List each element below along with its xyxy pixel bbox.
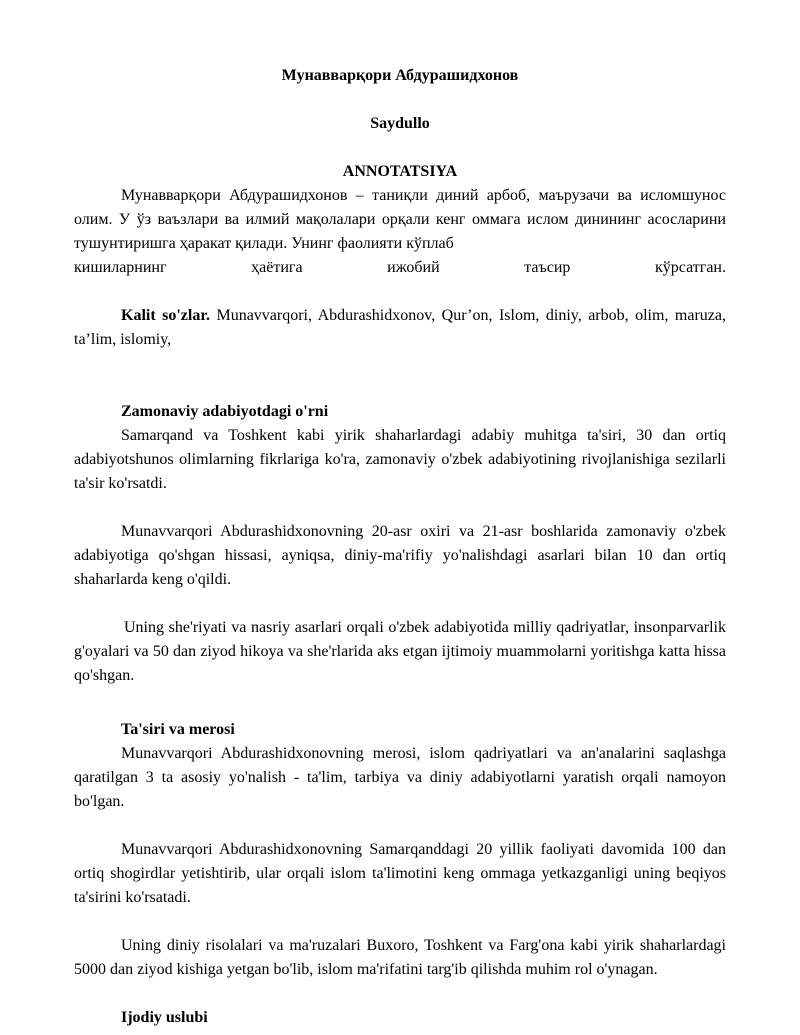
annotation-block [74, 184, 726, 280]
section-heading: Ijodiy uslubi [121, 1009, 208, 1026]
keywords-label: Kalit so'zlar. [121, 307, 210, 324]
document-page [74, 64, 726, 1030]
section-paragraph: Uning she'riyati va nasriy asarlari orqali o'zbek adabiyotida milliy qadriyatlar, insonparvarlik g'oyalari va 50 dan ziyod hikoya va she'rlarida aks etgan ijtimoiy muammolarni yoritishga katta hissa qo'shgan. [74, 619, 726, 684]
section-heading: Zamonaviy adabiyotdagi o'rni [121, 403, 329, 420]
section-heading: Ta'siri va merosi [121, 721, 235, 738]
section-paragraph: Uning diniy risolalari va ma'ruzalari Buxoro, Toshkent va Farg'ona kabi yirik shaharlardagi 5000 dan ziyod kishiga yetgan bo'lib, islom ma'rifatini targ'ib qilishda muhim rol o'ynagan. [74, 937, 726, 978]
section-modern-literature [74, 400, 726, 688]
annotation-paragraph-last-line: кишиларнинг ҳаётига ижобий таъсир кўрсатган. [74, 259, 726, 276]
section-paragraph: Munavvarqori Abdurashidxonovning 20-asr oxiri va 21-asr boshlarida zamonaviy o'zbek adabiyotiga qo'shgan hissasi, ayniqsa, diniy-ma'rifiy yo'nalishdagi asarlari bilan 10 dan ortiq shaharlarda keng o'qildi. [74, 523, 726, 588]
section-paragraph: Munavvarqori Abdurashidxonovning Samarqanddagi 20 yillik faoliyati davomida 100 dan ortiq shogirdlar yetishtirib, ular orqali islom ta'limotini keng ommaga yetkazganligi uning beqiyos ta'sirini ko'rsatadi. [74, 841, 726, 906]
section-paragraph: Munavvarqori Abdurashidxonovning merosi, islom qadriyatlari va an'analarini saqlashga qaratilgan 3 ta asosiy yo'nalish - ta'lim, tarbiya va diniy adabiyotlarni yaratish orqali namoyon bo'lgan. [74, 745, 726, 810]
annotation-heading: ANNOTATSIYA [342, 163, 458, 180]
section-influence-legacy [74, 718, 726, 982]
keywords-paragraph [74, 304, 726, 352]
annotation-paragraph: Мунавварқори Абдурашидхонов – таниқли диний арбоб, маърузачи ва исломшунос олим. У ўз ваъзлари ва илмий мақолалари орқали кенг оммага ислом динининг асосларини тушунтиришга ҳаракат қилади. Унинг фаолияти кўплаб [74, 187, 726, 252]
document-author-title: Мунавварқори Абдурашидхонов [281, 67, 519, 84]
section-paragraph: Samarqand va Toshkent kabi yirik shaharlardagi adabiy muhitga ta'siri, 30 dan ortiq adabiyotshunos olimlarning fikrlariga ko'ra, zamonaviy o'zbek adabiyotining rivojlanishiga sezilarli ta'sir ko'rsatdi. [74, 427, 726, 492]
document-byline: Saydullo [370, 115, 430, 132]
keywords-text: Munavvarqori, Abdurashidxonov, Qur’on, Islom, diniy, arbob, olim, maruza, ta’lim, islomiy, [74, 307, 727, 348]
section-creative-style [74, 1006, 726, 1030]
